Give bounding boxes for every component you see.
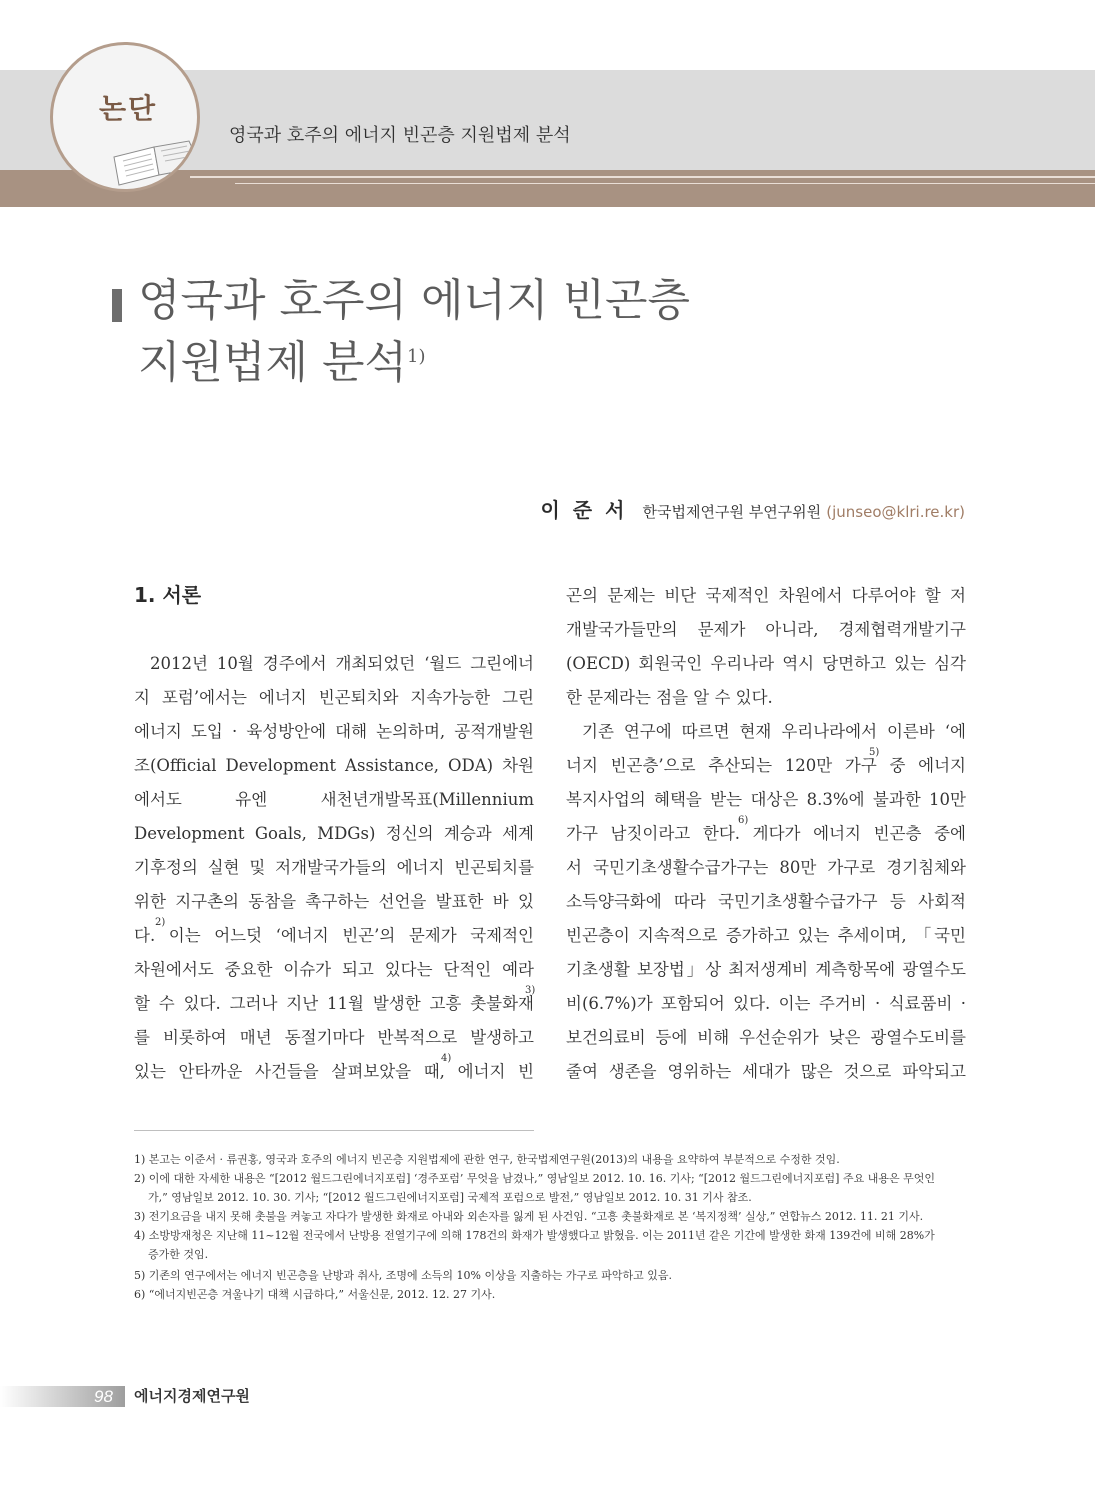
footnote: 5) 기존의 연구에서는 에너지 빈곤층을 난방과 취사, 조명에 소득의 10% 이상을 지출하는 가구로 파악하고 있음. [134,1269,672,1282]
footnote: 6) “에너지빈곤층 겨울나기 대책 시급하다,” 서울신문, 2012. 12. 27 기사. [134,1288,496,1301]
paragraph-line: 2012년 10월 경주에서 개최되었던 ‘월드 그린에너 [150,654,534,673]
paragraph-line: 기존 연구에 따르면 현재 우리나라에서 이른바 ‘에 [582,722,966,741]
section-badge [50,42,200,192]
paragraph-line: 에너지 도입 · 육성방안에 대해 논의하며, 공적개발원 [134,722,534,741]
paragraph-line: 기초생활 보장법」상 최저생계비 계측항목에 광열수도 [566,960,966,979]
footnote: 4) 소방방재청은 지난해 11~12월 전국에서 난방용 전열기구에 의해 178건의 화재가 발생했다고 밝혔음. 이는 2011년 같은 기간에 발생한 화재 139건에 비해 28%가 [134,1229,935,1242]
paragraph-line: 차원에서도 중요한 이슈가 되고 있다는 단적인 예라 [134,960,534,979]
author-byline [541,494,965,523]
paragraph-line: 곤의 문제는 비단 국제적인 차원에서 다루어야 할 저 [566,586,966,605]
paragraph-line: 에서도 유엔 새천년개발목표(Millennium [134,790,534,809]
footnote: 가,” 영남일보 2012. 10. 30. 기사; “[2012 월드그린에너지포럼] 국제적 포럼으로 발전,” 영남일보 2012. 10. 31 기사 참조. [148,1191,752,1204]
title-footnote-ref: 1) [407,346,426,367]
section-badge-label: 논단 [98,93,158,124]
footnote: 1) 본고는 이준서 · 류권홍, 영국과 호주의 에너지 빈곤층 지원법제에 관한 연구, 한국법제연구원(2013)의 내용을 요약하여 부분적으로 수정한 것임. [134,1153,840,1166]
author-affiliation: 한국법제연구원 부연구위원 [642,503,822,521]
footnote-ref-5: 5) [869,747,880,758]
footnote: 증가한 것임. [148,1248,209,1261]
article-title-line-2 [138,332,898,394]
footnote-ref-4: 4) [441,1053,452,1064]
paragraph-line: (OECD) 회원국인 우리나라 역시 당면하고 있는 심각 [566,654,966,673]
section-heading: 1. 서론 [134,583,202,607]
paragraph-line: 개발국가들만의 문제가 아니라, 경제협력개발기구 [566,620,966,639]
paragraph-line: 줄여 생존을 영위하는 세대가 많은 것으로 파악되고 [566,1062,966,1081]
paragraph-line: 위한 지구촌의 동참을 촉구하는 선언을 발표한 바 있 [134,892,534,911]
paragraph-line: 너지 빈곤층’으로 추산되는 120만 가구 중 에너지 [566,756,966,775]
paragraph-line: 한 문제라는 점을 알 수 있다. [566,688,773,707]
paragraph-line: 비(6.7%)가 포함되어 있다. 이는 주거비 · 식료품비 · [566,994,966,1013]
author-name: 이 준 서 [540,498,628,522]
article-title-line-2-text: 지원법제 분석 [138,337,408,388]
paragraph-line: 지 포럼’에서는 에너지 빈곤퇴치와 지속가능한 그린 [134,688,534,707]
footnote: 3) 전기요금을 내지 못해 촛불을 켜놓고 자다가 발생한 화재로 아내와 외손자를 잃게 된 사건임. “고흥 촛불화재로 본 ‘복지정책’ 실상,” 연합뉴스 2012. 11. 21 기사. [134,1210,924,1223]
header-divider [190,176,1095,178]
article-title-line-1: 영국과 호주의 에너지 빈곤층 [138,275,691,326]
author-email: (junseo@klri.re.kr) [826,503,965,521]
paragraph-line: 보건의료비 등에 비해 우선순위가 낮은 광열수도비를 [566,1028,966,1047]
footnote-ref-6: 6) [738,815,749,826]
article-title [138,270,898,394]
footnote-ref-2: 2) [155,917,166,928]
title-marker [112,289,122,322]
paragraph-line: 다. 이는 어느덧 ‘에너지 빈곤’의 문제가 국제적인 [134,926,534,945]
paragraph-line: 가구 남짓이라고 한다. 게다가 에너지 빈곤층 중에 [566,824,966,843]
publication-name: 에너지경제연구원 [134,1387,250,1405]
paragraph-line: 를 비롯하여 매년 동절기마다 반복적으로 발생하고 [134,1028,534,1047]
paragraph-line: 할 수 있다. 그러나 지난 11월 발생한 고흥 촛불화재 [134,994,534,1013]
footnote: 2) 이에 대한 자세한 내용은 “[2012 월드그린에너지포럼] ‘경주포럼’ 무엇을 남겼나,” 영남일보 2012. 10. 16. 기사; “[2012 월드그린에너지포럼] 주요 내용은 무엇인 [134,1172,935,1185]
paragraph-line: 기후정의 실현 및 저개발국가들의 에너지 빈곤퇴치를 [134,858,534,877]
paragraph-line: 조(Official Development Assistance, ODA) 차원 [134,756,534,775]
paragraph-line: 빈곤층이 지속적으로 증가하고 있는 추세이며, 「국민 [566,926,966,945]
open-book-icon [109,127,200,192]
paragraph-line: 복지사업의 혜택을 받는 대상은 8.3%에 불과한 10만 [566,790,966,809]
paragraph-line: Development Goals, MDGs) 정신의 계승과 세계 [134,824,534,843]
running-header-title: 영국과 호주의 에너지 빈곤층 지원법제 분석 [229,125,571,146]
footnote-ref-3: 3) [525,985,536,996]
paragraph-line: 서 국민기초생활수급가구는 80만 가구로 경기침체와 [566,858,966,877]
paragraph-line: 있는 안타까운 사건들을 살펴보았을 때, 에너지 빈 [134,1062,534,1081]
footnote-divider [134,1130,534,1131]
header-divider-thin [235,183,1095,184]
page-number: 98 [94,1387,113,1406]
paragraph-line: 소득양극화에 따라 국민기초생활수급가구 등 사회적 [566,892,966,911]
